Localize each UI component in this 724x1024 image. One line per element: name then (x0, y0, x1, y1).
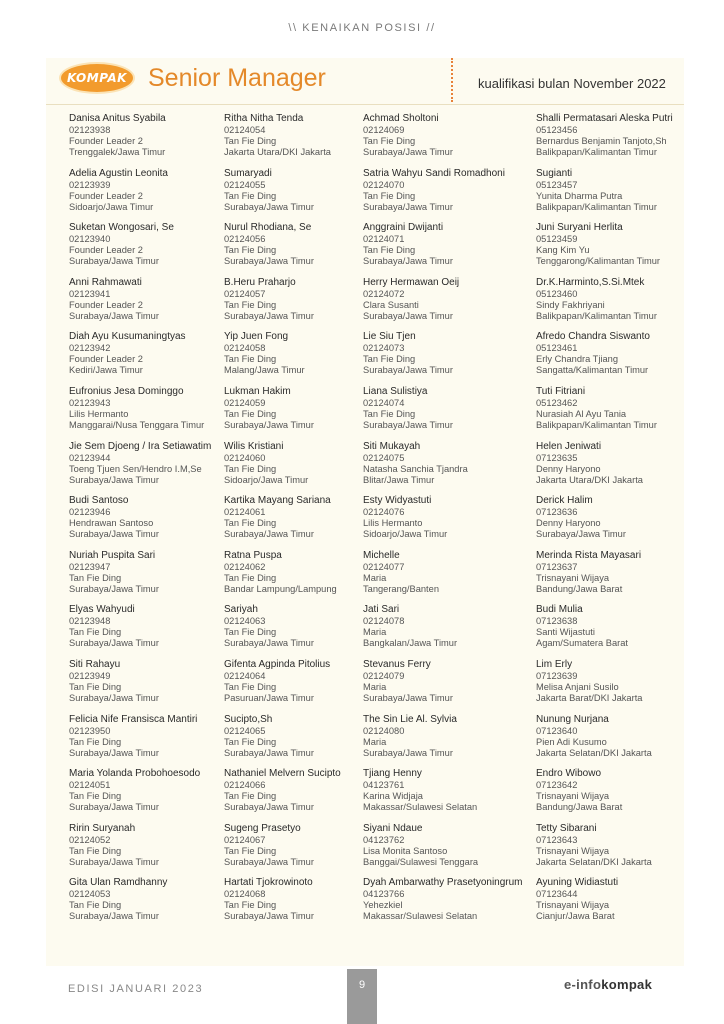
member-name: Tetty Sibarani (536, 822, 597, 834)
member-code: 02124056 (224, 234, 266, 245)
member-name: Anni Rahmawati (69, 276, 142, 288)
member-city: Surabaya/Jawa Timur (224, 256, 314, 267)
member-sponsor: Yunita Dharma Putra (536, 190, 623, 201)
member-name: Eufronius Jesa Dominggo (69, 386, 184, 397)
member-code: 02124079 (363, 671, 405, 681)
member-code: 02124070 (363, 179, 405, 190)
member-entry (69, 441, 234, 486)
member-code: 05123456 (536, 125, 578, 135)
member-name: Dyah Ambarwathy Prasetyoningrum (363, 877, 523, 889)
member-entry (69, 331, 234, 376)
member-city: Surabaya/Jawa Timur (363, 420, 453, 430)
member-sponsor: Tan Fie Ding (224, 190, 277, 201)
member-sponsor: Tan Fie Ding (224, 736, 277, 747)
member-city: Surabaya/Jawa Timur (224, 911, 314, 922)
member-sponsor: Tan Fie Ding (363, 136, 416, 146)
page-number: 9 (358, 979, 366, 991)
member-sponsor: Toeng Tjuen Sen/Hendro I.M,Se (69, 463, 202, 474)
member-name: Nunung Nurjana (536, 713, 609, 725)
member-code: 02124069 (363, 125, 405, 135)
member-entry (69, 714, 234, 759)
member-city: Jakarta Utara/DKI Jakarta (224, 147, 331, 157)
member-city: Surabaya/Jawa Timur (69, 474, 159, 485)
member-sponsor: Trisnayani Wijaya (536, 900, 610, 911)
member-name: Afredo Chandra Siswanto (536, 331, 650, 343)
member-sponsor: Tan Fie Ding (363, 354, 416, 365)
member-sponsor: Founder Leader 2 (69, 245, 143, 256)
member-code: 07123636 (536, 507, 578, 518)
member-code: 02124057 (224, 288, 266, 299)
member-sponsor: Tan Fie Ding (224, 682, 277, 692)
member-name: Adelia Agustin Leonita (69, 167, 168, 179)
member-name: Maria Yolanda Probohoesodo (69, 768, 201, 780)
member-sponsor: Lilis Hermanto (69, 409, 129, 419)
member-sponsor: Tan Fie Ding (224, 409, 277, 419)
member-city: Surabaya/Jawa Timur (69, 583, 159, 594)
member-code: 07123635 (536, 452, 578, 463)
member-city: Surabaya/Jawa Timur (224, 747, 314, 758)
member-sponsor: Pien Adi Kusumo (536, 736, 607, 747)
member-code: 02123942 (69, 343, 111, 354)
member-entry (536, 441, 701, 486)
member-city: Surabaya/Jawa Timur (69, 693, 159, 703)
member-city: Surabaya/Jawa Timur (69, 911, 159, 922)
member-sponsor: Tan Fie Ding (224, 627, 277, 638)
member-name: Budi Mulia (536, 604, 583, 616)
member-sponsor: Karina Widjaja (363, 791, 423, 802)
member-entry (69, 386, 234, 431)
brand-wordmark (564, 977, 652, 992)
member-code: 07123643 (536, 834, 578, 845)
member-entry (363, 495, 528, 540)
member-code: 05123460 (536, 288, 578, 299)
member-sponsor: Kang Kim Yu (536, 245, 590, 256)
member-code: 04123766 (363, 889, 405, 900)
member-sponsor: Hendrawan Santoso (69, 518, 154, 529)
header-rule (46, 104, 684, 105)
member-name: Nathaniel Melvern Sucipto (224, 768, 341, 780)
member-entry (363, 659, 528, 704)
member-sponsor: Tan Fie Ding (69, 900, 122, 911)
member-city: Trenggalek/Jawa Timur (69, 147, 166, 157)
member-code: 02124077 (363, 561, 405, 572)
member-city: Balikpapan/Kalimantan Timur (536, 310, 657, 321)
member-code: 02124074 (363, 398, 405, 408)
member-city: Cianjur/Jawa Barat (536, 911, 615, 922)
member-city: Surabaya/Jawa Timur (224, 802, 314, 813)
member-code: 02123939 (69, 179, 111, 190)
member-name: Herry Hermawan Oeij (363, 276, 460, 288)
member-city: Jakarta Utara/DKI Jakarta (536, 474, 643, 485)
member-code: 02123950 (69, 725, 111, 736)
member-code: 02123946 (69, 507, 111, 518)
member-city: Tangerang/Banten (363, 583, 439, 594)
member-city: Surabaya/Jawa Timur (536, 529, 626, 540)
member-code: 02124078 (363, 616, 405, 627)
member-code: 07123637 (536, 561, 578, 572)
member-code: 02124076 (363, 507, 405, 518)
member-entry (363, 331, 528, 376)
member-city: Surabaya/Jawa Timur (69, 529, 159, 540)
member-sponsor: Erly Chandra Tjiang (536, 354, 618, 365)
member-code: 02124066 (224, 780, 266, 791)
member-code: 02123940 (69, 234, 111, 245)
member-code: 07123639 (536, 671, 578, 681)
member-entry (69, 768, 234, 813)
member-sponsor: Tan Fie Ding (69, 682, 122, 692)
member-name: Juni Suryani Herlita (536, 222, 623, 234)
header-divider (451, 58, 453, 102)
member-name: Michelle (363, 549, 400, 561)
member-entry (363, 823, 528, 868)
member-entry (536, 386, 701, 431)
section-tag: \\ KENAIKAN POSISI // (288, 22, 436, 34)
member-name: Hartati Tjokrowinoto (224, 877, 313, 889)
member-sponsor: Tan Fie Ding (224, 136, 277, 146)
member-city: Surabaya/Jawa Timur (363, 310, 453, 321)
member-name: Budi Santoso (69, 495, 129, 507)
member-entry (69, 495, 234, 540)
member-code: 07123644 (536, 889, 578, 900)
member-sponsor: Tan Fie Ding (224, 245, 277, 256)
member-name: Jie Sem Djoeng / Ira Setiawatim (69, 440, 212, 452)
edition-label: EDISI JANUARI 2023 (68, 983, 204, 995)
member-sponsor: Yehezkiel (363, 900, 403, 911)
member-code: 02124068 (224, 889, 266, 900)
member-city: Surabaya/Jawa Timur (69, 747, 159, 758)
member-code: 02124075 (363, 452, 405, 463)
member-name: Sugianti (536, 167, 573, 179)
member-entry (69, 823, 234, 868)
member-city: Surabaya/Jawa Timur (69, 802, 159, 813)
member-city: Bandung/Jawa Barat (536, 802, 623, 813)
member-code: 02124064 (224, 671, 266, 681)
member-name: Kartika Mayang Sariana (224, 495, 331, 507)
member-code: 02124055 (224, 179, 266, 190)
member-code: 02123941 (69, 288, 111, 299)
member-entry (536, 877, 701, 922)
member-entry (536, 604, 701, 649)
member-name: Anggraini Dwijanti (363, 222, 444, 234)
member-city: Jakarta Barat/DKI Jakarta (536, 693, 643, 703)
member-entry (363, 604, 528, 649)
member-city: Bandar Lampung/Lampung (224, 583, 337, 594)
member-name: Ratna Puspa (224, 549, 282, 561)
member-sponsor: Tan Fie Ding (363, 190, 416, 201)
member-sponsor: Clara Susanti (363, 299, 419, 310)
member-name: Derick Halim (536, 495, 593, 507)
member-name: Nuriah Puspita Sari (69, 549, 156, 561)
member-entry (363, 550, 528, 595)
member-name: Siti Mukayah (363, 440, 421, 452)
member-entry (536, 222, 701, 267)
member-sponsor: Tan Fie Ding (69, 572, 122, 583)
member-code: 02123943 (69, 398, 111, 408)
member-city: Surabaya/Jawa Timur (224, 638, 314, 649)
member-entry (363, 277, 528, 322)
member-sponsor: Sindy Fakhriyani (536, 299, 605, 310)
qualification-subtitle: kualifikasi bulan November 2022 (478, 76, 666, 91)
member-name: Lukman Hakim (224, 386, 291, 397)
member-city: Makassar/Sulawesi Selatan (363, 802, 478, 813)
member-sponsor: Denny Haryono (536, 463, 601, 474)
member-name: Gita Ulan Ramdhanny (69, 877, 168, 889)
member-name: Lie Siu Tjen (363, 331, 416, 343)
member-code: 05123457 (536, 179, 578, 190)
member-entry (536, 495, 701, 540)
member-entry (363, 168, 528, 213)
member-sponsor: Maria (363, 682, 387, 692)
member-code: 02124052 (69, 834, 111, 845)
member-code: 04123762 (363, 834, 405, 845)
member-code: 02124060 (224, 452, 266, 463)
member-sponsor: Lilis Hermanto (363, 518, 423, 529)
member-name: Wilis Kristiani (224, 440, 284, 452)
logo-text: KOMPAK (67, 71, 127, 85)
member-code: 02124072 (363, 288, 405, 299)
member-code: 02124073 (363, 343, 405, 354)
member-city: Surabaya/Jawa Timur (363, 147, 453, 157)
member-city: Makassar/Sulawesi Selatan (363, 911, 478, 922)
member-city: Bandung/Jawa Barat (536, 583, 623, 594)
member-name: Sugeng Prasetyo (224, 822, 301, 834)
member-name: The Sin Lie Al. Sylvia (363, 713, 457, 725)
member-city: Tenggarong/Kalimantan Timur (536, 256, 661, 267)
member-name: Ayuning Widiastuti (536, 877, 619, 889)
member-code: 07123638 (536, 616, 578, 627)
member-entry (363, 441, 528, 486)
member-city: Surabaya/Jawa Timur (224, 856, 314, 867)
member-sponsor: Lisa Monita Santoso (363, 845, 448, 856)
member-sponsor: Founder Leader 2 (69, 354, 143, 365)
member-sponsor: Founder Leader 2 (69, 190, 143, 201)
member-entry (536, 823, 701, 868)
member-city: Surabaya/Jawa Timur (69, 256, 159, 267)
member-city: Agam/Sumatera Barat (536, 638, 628, 649)
member-code: 02124061 (224, 507, 266, 518)
member-entry (536, 659, 701, 704)
member-sponsor: Tan Fie Ding (224, 572, 277, 583)
member-name: Stevanus Ferry (363, 659, 431, 670)
member-city: Surabaya/Jawa Timur (224, 529, 314, 540)
member-sponsor: Bernardus Benjamin Tanjoto,Sh (536, 136, 667, 146)
member-entry (363, 386, 528, 431)
member-city: Surabaya/Jawa Timur (224, 310, 314, 321)
member-code: 02123938 (69, 125, 111, 135)
member-city: Manggarai/Nusa Tenggara Timur (69, 420, 205, 430)
member-name: Gifenta Agpinda Pitolius (224, 659, 331, 670)
member-entry (69, 277, 234, 322)
member-name: Suketan Wongosari, Se (69, 222, 174, 234)
member-sponsor: Tan Fie Ding (69, 845, 122, 856)
member-city: Surabaya/Jawa Timur (363, 201, 453, 212)
member-city: Sidoarjo/Jawa Timur (224, 474, 309, 485)
member-city: Sidoarjo/Jawa Timur (363, 529, 448, 540)
member-sponsor: Founder Leader 2 (69, 299, 143, 310)
member-name: Jati Sari (363, 604, 400, 616)
member-name: B.Heru Praharjo (224, 276, 296, 288)
member-sponsor: Santi Wijastuti (536, 627, 595, 638)
member-code: 07123640 (536, 725, 578, 736)
member-entry (536, 168, 701, 213)
member-name: Felicia Nife Fransisca Mantiri (69, 713, 198, 725)
member-sponsor: Trisnayani Wijaya (536, 845, 610, 856)
brand-name: kompak (601, 977, 653, 992)
member-code: 02124059 (224, 398, 266, 408)
member-sponsor: Tan Fie Ding (224, 900, 277, 911)
member-sponsor: Tan Fie Ding (224, 518, 277, 529)
member-entry (69, 113, 234, 158)
member-sponsor: Maria (363, 627, 387, 638)
member-city: Surabaya/Jawa Timur (224, 201, 314, 212)
member-city: Surabaya/Jawa Timur (69, 638, 159, 649)
member-sponsor: Nurasiah Al Ayu Tania (536, 409, 627, 419)
member-entry (69, 659, 234, 704)
member-entry (69, 877, 234, 922)
member-code: 02124054 (224, 125, 266, 135)
member-code: 05123462 (536, 398, 578, 408)
member-code: 02123948 (69, 616, 111, 627)
member-city: Surabaya/Jawa Timur (363, 256, 453, 267)
member-sponsor: Trisnayani Wijaya (536, 791, 610, 802)
member-name: Sariyah (224, 604, 258, 616)
member-code: 04123761 (363, 780, 405, 791)
member-name: Merinda Rista Mayasari (536, 549, 642, 561)
member-city: Sidoarjo/Jawa Timur (69, 201, 154, 212)
member-sponsor: Melisa Anjani Susilo (536, 682, 619, 692)
member-code: 02124065 (224, 725, 266, 736)
member-name: Yip Juen Fong (224, 331, 289, 343)
member-name: Nurul Rhodiana, Se (224, 222, 312, 234)
member-code: 02123947 (69, 561, 111, 572)
member-code: 02124080 (363, 725, 405, 736)
member-code: 02123944 (69, 452, 111, 463)
member-sponsor: Tan Fie Ding (69, 736, 122, 747)
member-sponsor: Natasha Sanchia Tjandra (363, 463, 468, 474)
member-entry (536, 768, 701, 813)
member-entry (536, 277, 701, 322)
member-name: Liana Sulistiya (363, 386, 428, 397)
member-entry (69, 168, 234, 213)
member-entry (363, 768, 528, 813)
member-name: Tjiang Henny (363, 768, 422, 780)
member-code: 02124071 (363, 234, 405, 245)
member-sponsor: Maria (363, 572, 387, 583)
member-entry (69, 222, 234, 267)
member-city: Balikpapan/Kalimantan Timur (536, 201, 657, 212)
member-name: Tuti Fitriani (536, 386, 586, 397)
member-sponsor: Tan Fie Ding (224, 845, 277, 856)
member-city: Surabaya/Jawa Timur (363, 693, 453, 703)
member-city: Surabaya/Jawa Timur (363, 365, 453, 376)
member-code: 02124062 (224, 561, 266, 572)
member-code: 02124051 (69, 780, 111, 791)
member-city: Surabaya/Jawa Timur (224, 420, 314, 430)
member-city: Surabaya/Jawa Timur (69, 856, 159, 867)
member-entry (536, 113, 701, 158)
member-city: Banggai/Sulawesi Tenggara (363, 856, 479, 867)
member-city: Kediri/Jawa Timur (69, 365, 143, 376)
member-name: Helen Jeniwati (536, 440, 602, 452)
member-city: Malang/Jawa Timur (224, 365, 305, 376)
member-sponsor: Tan Fie Ding (69, 627, 122, 638)
member-entry (536, 550, 701, 595)
member-name: Lim Erly (536, 659, 573, 670)
member-name: Satria Wahyu Sandi Romadhoni (363, 167, 505, 179)
member-sponsor: Tan Fie Ding (69, 791, 122, 802)
member-code: 07123642 (536, 780, 578, 791)
member-city: Bangkalan/Jawa Timur (363, 638, 458, 649)
member-code: 02124053 (69, 889, 111, 900)
member-city: Surabaya/Jawa Timur (69, 310, 159, 321)
member-city: Balikpapan/Kalimantan Timur (536, 147, 657, 157)
page-title: Senior Manager (148, 64, 326, 92)
member-name: Shalli Permatasari Aleska Putri (536, 113, 673, 124)
member-name: Achmad Sholtoni (363, 113, 439, 124)
member-entry (536, 331, 701, 376)
member-name: Sumaryadi (224, 167, 272, 179)
member-city: Pasuruan/Jawa Timur (224, 693, 314, 703)
member-name: Esty Widyastuti (363, 495, 432, 507)
member-name: Siti Rahayu (69, 659, 121, 670)
member-entry (363, 222, 528, 267)
member-name: Diah Ayu Kusumaningtyas (69, 331, 186, 343)
member-entry (363, 877, 528, 922)
member-sponsor: Trisnayani Wijaya (536, 572, 610, 583)
member-entry (69, 604, 234, 649)
member-city: Blitar/Jawa Timur (363, 474, 435, 485)
member-sponsor: Denny Haryono (536, 518, 601, 529)
member-sponsor: Tan Fie Ding (224, 354, 277, 365)
member-sponsor: Tan Fie Ding (363, 409, 416, 419)
member-sponsor: Tan Fie Ding (224, 463, 277, 474)
member-name: Ritha Nitha Tenda (224, 113, 304, 124)
member-code: 02123949 (69, 671, 111, 681)
member-name: Sucipto,Sh (224, 713, 273, 725)
member-entry (363, 714, 528, 759)
member-city: Jakarta Selatan/DKI Jakarta (536, 856, 652, 867)
member-entry (536, 714, 701, 759)
member-entry (69, 550, 234, 595)
member-code: 05123459 (536, 234, 578, 245)
member-code: 05123461 (536, 343, 578, 354)
page-number-box (347, 969, 377, 1024)
member-entry (363, 113, 528, 158)
member-sponsor: Tan Fie Ding (224, 299, 277, 310)
kompak-logo (59, 62, 135, 94)
member-city: Jakarta Selatan/DKI Jakarta (536, 747, 652, 758)
member-name: Siyani Ndaue (363, 822, 423, 834)
member-name: Endro Wibowo (536, 768, 602, 780)
member-name: Ririn Suryanah (69, 822, 136, 834)
brand-prefix: e-info (564, 977, 602, 992)
member-city: Surabaya/Jawa Timur (363, 747, 453, 758)
member-code: 02124067 (224, 834, 266, 845)
member-sponsor: Maria (363, 736, 387, 747)
member-name: Dr.K.Harminto,S.Si.Mtek (536, 276, 645, 288)
member-sponsor: Tan Fie Ding (363, 245, 416, 256)
member-code: 02124058 (224, 343, 266, 354)
member-city: Balikpapan/Kalimantan Timur (536, 420, 657, 430)
member-city: Sangatta/Kalimantan Timur (536, 365, 649, 376)
member-sponsor: Tan Fie Ding (224, 791, 277, 802)
member-code: 02124063 (224, 616, 266, 627)
member-name: Danisa Anitus Syabila (69, 113, 166, 124)
member-sponsor: Founder Leader 2 (69, 136, 143, 146)
member-name: Elyas Wahyudi (69, 604, 135, 616)
